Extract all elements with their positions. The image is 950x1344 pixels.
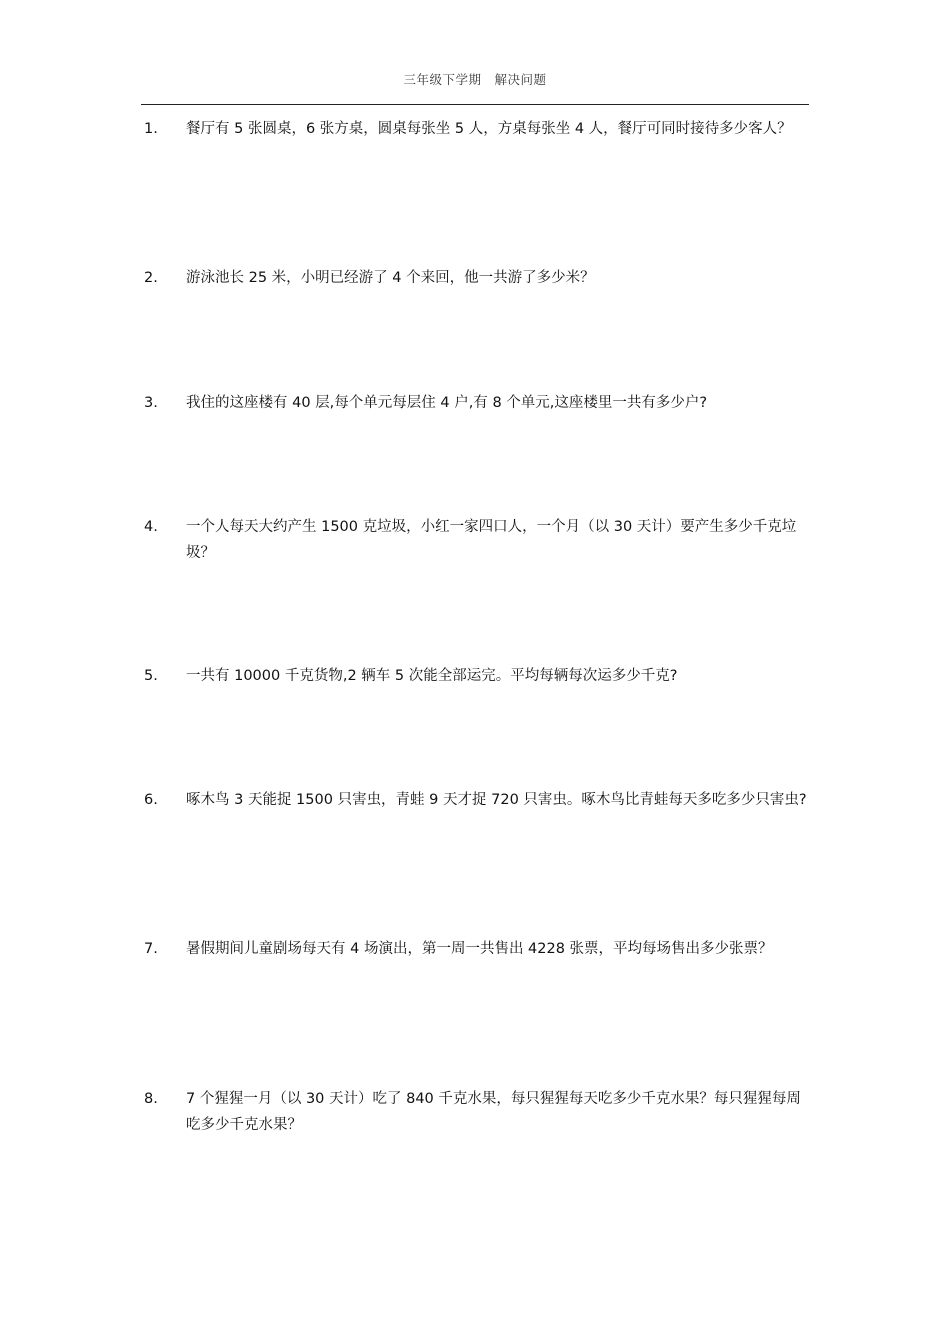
- question-text: 一个人每天大约产生 1500 克垃圾，小红一家四口人，一个月（以 30 天计）要产生多少千克垃圾？: [186, 519, 797, 561]
- question-text: 餐厅有 5 张圆桌，6 张方桌，圆桌每张坐 5 人，方桌每张坐 4 人，餐厅可同时接待多少客人？: [186, 121, 792, 137]
- question-number: 8.: [144, 1091, 158, 1107]
- header-rule: [141, 104, 809, 105]
- question-text: 游泳池长 25 米，小明已经游了 4 个来回，他一共游了多少米？: [186, 270, 595, 286]
- question-number: 6.: [144, 792, 158, 808]
- question-number: 5.: [144, 668, 158, 684]
- question-number: 3.: [144, 395, 158, 411]
- question-number: 7.: [144, 941, 158, 957]
- question-text: 7 个猩猩一月（以 30 天计）吃了 840 千克水果，每只猩猩每天吃多少千克水果？每只猩猩每周吃多少千克水果？: [186, 1091, 801, 1133]
- question-number: 1.: [144, 121, 158, 137]
- question-number: 2.: [144, 270, 158, 286]
- question-text: 一共有 10000 千克货物,2 辆车 5 次能全部运完。平均每辆每次运多少千克?: [186, 668, 678, 684]
- question-text: 我住的这座楼有 40 层,每个单元每层住 4 户,有 8 个单元,这座楼里一共有多少户?: [186, 395, 708, 411]
- question-number: 4.: [144, 519, 158, 535]
- question-text: 啄木鸟 3 天能捉 1500 只害虫，青蛙 9 天才捉 720 只害虫。啄木鸟比青蛙每天多吃多少只害虫?: [186, 792, 807, 808]
- question-text: 暑假期间儿童剧场每天有 4 场演出，第一周一共售出 4228 张票，平均每场售出多少张票？: [186, 941, 773, 957]
- page-header: 三年级下学期 解决问题: [403, 72, 547, 87]
